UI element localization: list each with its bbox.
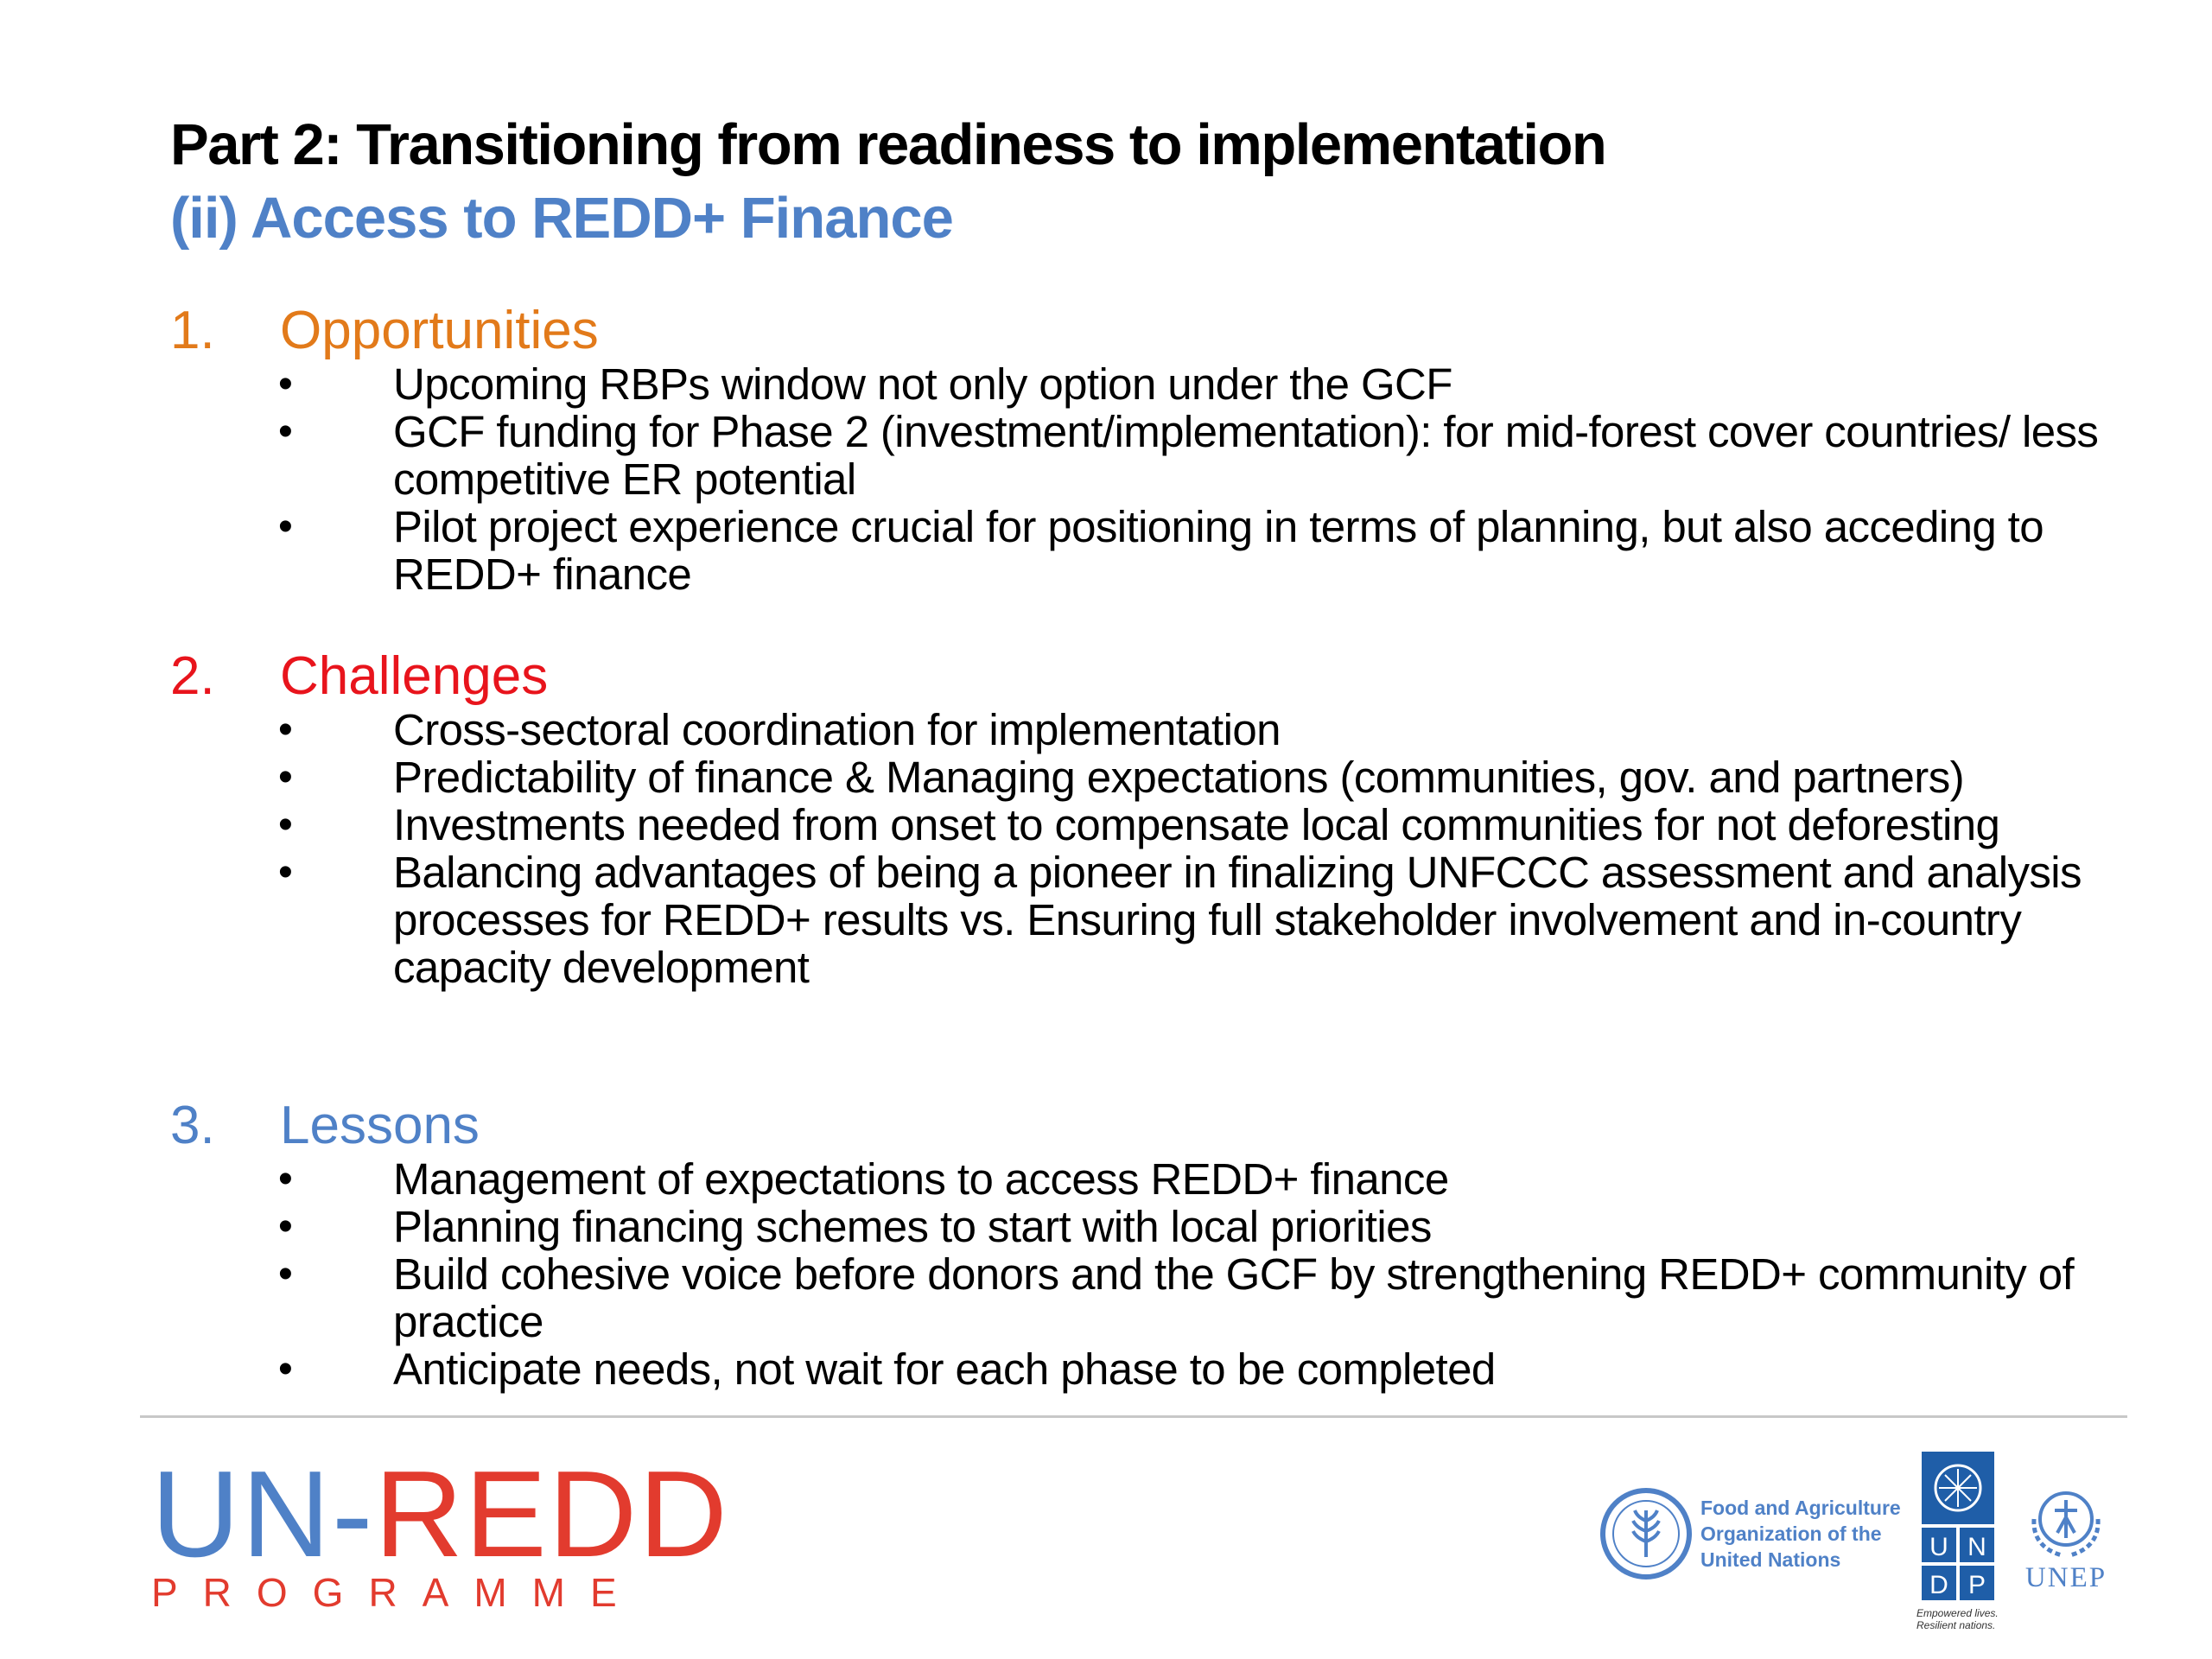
logo-programme-text: PROGRAMME: [151, 1570, 642, 1615]
bullet-icon: •: [278, 409, 293, 454]
un-redd-logo: [151, 1446, 729, 1615]
bullet-text: Cross-sectoral coordination for implementation: [393, 705, 1281, 754]
fao-name: [1700, 1495, 1901, 1573]
section-label: Opportunities: [280, 301, 599, 360]
list-item: [0, 503, 2104, 598]
list-item: [0, 753, 2104, 801]
bullet-text: Anticipate needs, not wait for each phase to be completed: [393, 1344, 1496, 1394]
section-number: 3.: [170, 1096, 215, 1155]
bullet-icon: •: [278, 802, 293, 848]
list-item: [0, 1203, 2104, 1250]
bullet-text: Pilot project experience crucial for positioning in terms of planning, but also acceding to REDD+ finance: [393, 502, 2044, 599]
bullet-text: Upcoming RBPs window not only option under the GCF: [393, 359, 1452, 409]
slide-title: Part 2: Transitioning from readiness to implementation: [170, 112, 1606, 177]
bullet-icon: •: [278, 1204, 293, 1249]
logo-un-text: UN-: [151, 1446, 375, 1583]
list-item: [0, 1345, 2104, 1393]
bullet-text: Investments needed from onset to compensate local communities for not deforesting: [393, 800, 2000, 849]
bullet-text: Predictability of finance & Managing expectations (communities, gov. and partners): [393, 753, 1964, 802]
section-number: 1.: [170, 301, 215, 360]
bullet-text: Build cohesive voice before donors and the GCF by strengthening REDD+ community of practice: [393, 1249, 2075, 1346]
svg-text:N: N: [1967, 1533, 1986, 1561]
bullet-icon: •: [278, 361, 293, 407]
list-item: [0, 801, 2104, 849]
logo-redd-text: REDD: [374, 1446, 729, 1583]
bullet-icon: •: [278, 1346, 293, 1392]
bullet-icon: •: [278, 504, 293, 550]
bullet-list: [0, 1155, 2104, 1393]
bullet-icon: •: [278, 849, 293, 895]
list-item: [0, 360, 2104, 408]
unep-logo: [2018, 1476, 2113, 1605]
fao-seal-icon: [1599, 1486, 1694, 1581]
fao-line: Organization of the: [1700, 1522, 1882, 1545]
list-item: [0, 706, 2104, 753]
partner-logos: [1599, 1452, 2134, 1642]
bullet-text: Planning financing schemes to start with local priorities: [393, 1202, 1432, 1251]
svg-text:U: U: [1929, 1533, 1948, 1561]
svg-text:P: P: [1967, 1571, 1986, 1599]
bullet-text: Management of expectations to access REDD+ finance: [393, 1154, 1449, 1204]
list-item: [0, 849, 2104, 991]
bullet-icon: •: [278, 707, 293, 753]
footer-divider: [140, 1415, 2127, 1418]
undp-logo-icon: [1922, 1452, 1994, 1603]
bullet-icon: •: [278, 1251, 293, 1297]
undp-tagline: [1916, 1607, 1999, 1631]
slide-subtitle: (ii) Access to REDD+ Finance: [170, 186, 953, 251]
section-number: 2.: [170, 646, 215, 706]
bullet-list: [0, 360, 2104, 598]
bullet-list: [0, 706, 2104, 991]
list-item: [0, 1250, 2104, 1345]
bullet-icon: •: [278, 754, 293, 800]
bullet-text: GCF funding for Phase 2 (investment/implementation): for mid-forest cover countries/ less competitive ER potential: [393, 407, 2099, 504]
unep-emblem-icon: [2018, 1476, 2113, 1562]
svg-text:D: D: [1929, 1571, 1948, 1599]
list-item: [0, 1155, 2104, 1203]
unep-wordmark: UNEP: [2024, 1562, 2107, 1593]
logo-wordmark: [151, 1446, 729, 1583]
section-label: Lessons: [280, 1096, 480, 1155]
undp-tagline-line: Empowered lives.: [1916, 1607, 1999, 1619]
bullet-icon: •: [278, 1156, 293, 1202]
undp-tagline-line: Resilient nations.: [1916, 1619, 1996, 1631]
fao-line: United Nations: [1700, 1548, 1841, 1571]
bullet-text: Balancing advantages of being a pioneer in finalizing UNFCCC assessment and analysis processes for REDD+ results vs. Ensuring full stakeholder involvement and in-country capacity development: [393, 848, 2082, 992]
list-item: [0, 408, 2104, 503]
section-label: Challenges: [280, 646, 549, 706]
fao-line: Food and Agriculture: [1700, 1497, 1901, 1519]
